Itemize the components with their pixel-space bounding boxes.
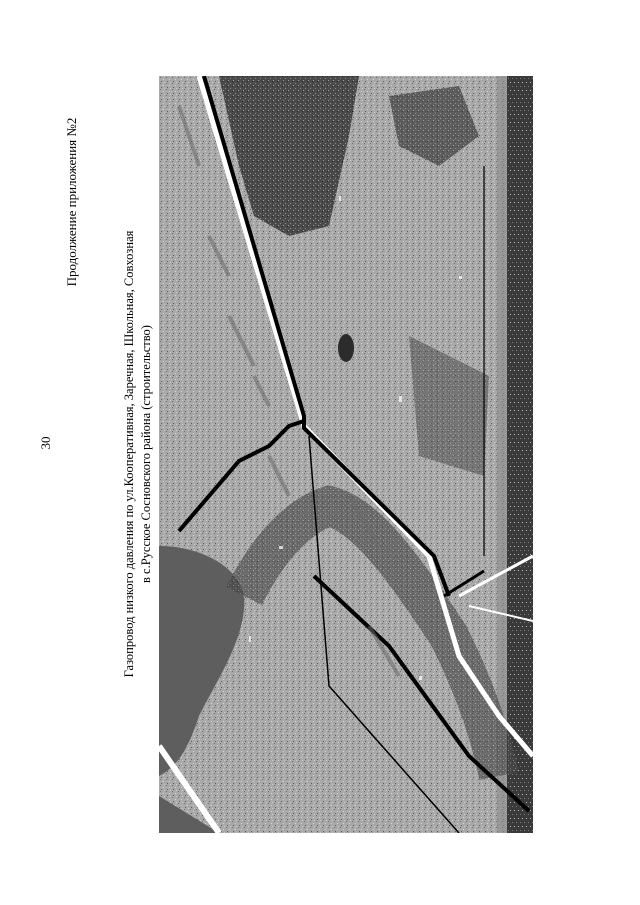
aerial-map xyxy=(159,76,533,833)
title-line-2: в с.Русское Сосновского района (строительство) xyxy=(139,325,153,583)
document-title xyxy=(121,189,155,719)
appendix-label: Продолжение приложения №2 xyxy=(64,117,79,287)
right-strip xyxy=(507,76,533,833)
map-image xyxy=(159,76,533,833)
page-number: 30 xyxy=(38,436,53,450)
title-line-1: Газопровод низкого давления по ул.Кооперативная, Заречная, Школьная, Совхозная xyxy=(122,230,136,678)
dark-spot xyxy=(338,334,354,362)
